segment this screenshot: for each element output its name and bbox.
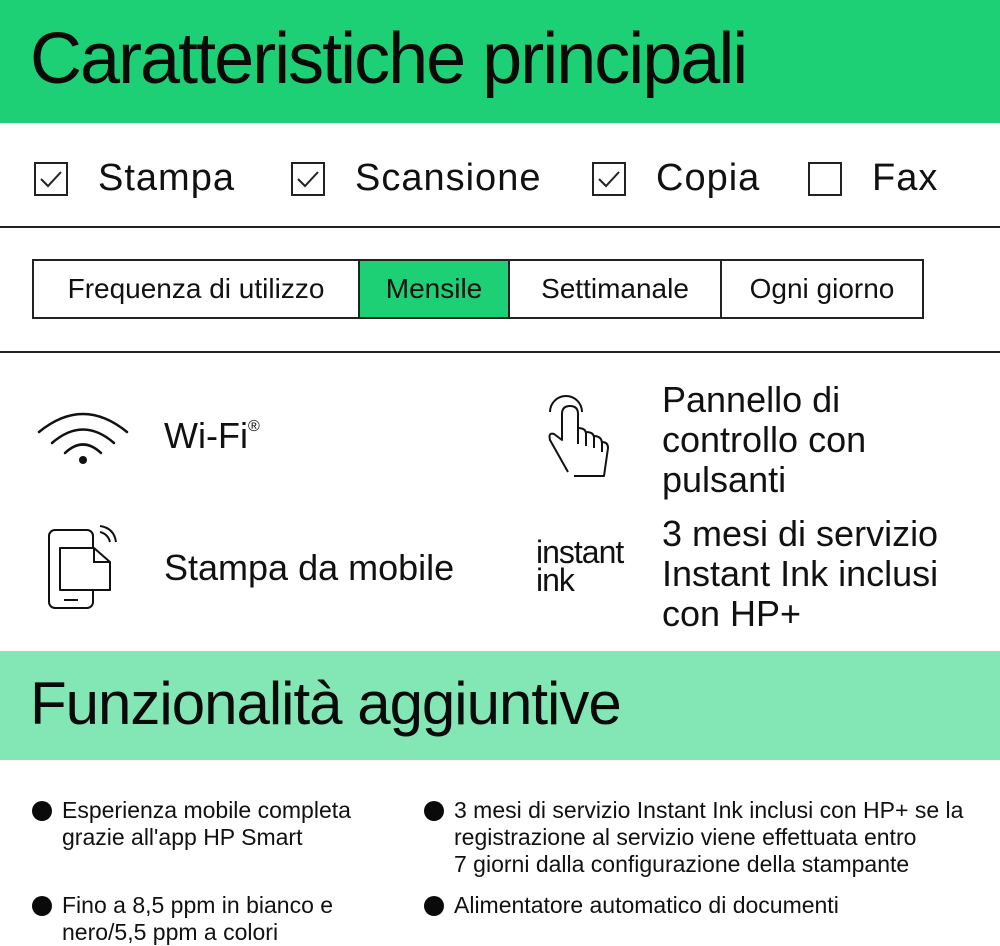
instant-ink-logo xyxy=(536,534,636,602)
instant-ink-logo-line1: instant xyxy=(536,534,624,570)
mobile-print-icon xyxy=(46,524,118,612)
checkbox-checked-icon xyxy=(34,162,68,196)
touch-hand-icon xyxy=(546,392,616,478)
mobile-print-label: Stampa da mobile xyxy=(164,547,455,588)
section-title: Funzionalità aggiuntive xyxy=(30,670,621,737)
feature-label: Stampa xyxy=(98,157,235,199)
list-item: Alimentatore automatico di documenti xyxy=(424,892,839,919)
additional-features-band xyxy=(0,651,1000,760)
list-item: Fino a 8,5 ppm in bianco e nero/5,5 ppm a colori xyxy=(32,892,333,946)
feature-checklist xyxy=(0,123,1000,228)
checkbox-checked-icon xyxy=(291,162,325,196)
list-item: 3 mesi di servizio Instant Ink inclusi con HP+ se la registrazione al servizio viene effettuata entro 7 giorni dalla configurazione della stampante xyxy=(424,797,963,878)
bullet-icon xyxy=(424,896,444,916)
usage-option-mensile: Mensile xyxy=(360,261,510,317)
usage-option-settimanale: Settimanale xyxy=(510,261,722,317)
feature-stampa xyxy=(34,157,235,200)
control-panel-text: Pannello di controllo con pulsanti xyxy=(662,379,867,500)
feature-label: Scansione xyxy=(355,157,542,199)
list-item: Esperienza mobile completa grazie all'app HP Smart xyxy=(32,797,351,851)
instant-ink-logo-line2: ink xyxy=(536,562,574,598)
divider xyxy=(0,351,1000,353)
usage-label: Frequenza di utilizzo xyxy=(34,261,360,317)
checkbox-checked-icon xyxy=(592,162,626,196)
bullet-icon xyxy=(32,896,52,916)
wifi-label: Wi-Fi® xyxy=(164,415,260,456)
bullet-icon xyxy=(424,801,444,821)
feature-fax xyxy=(808,157,938,200)
usage-frequency-table xyxy=(32,259,924,319)
feature-label: Fax xyxy=(872,157,939,199)
feature-scansione xyxy=(291,157,541,200)
feature-copia xyxy=(592,157,760,200)
wifi-icon xyxy=(36,408,130,466)
page-title: Caratteristiche principali xyxy=(30,19,747,99)
divider xyxy=(0,226,1000,228)
instant-ink-text: 3 mesi di servizio Instant Ink inclusi con HP+ xyxy=(662,513,939,634)
bullet-icon xyxy=(32,801,52,821)
feature-label: Copia xyxy=(656,157,761,199)
title-band xyxy=(0,0,1000,123)
checkbox-unchecked-icon xyxy=(808,162,842,196)
usage-option-ogni-giorno: Ogni giorno xyxy=(749,273,895,304)
